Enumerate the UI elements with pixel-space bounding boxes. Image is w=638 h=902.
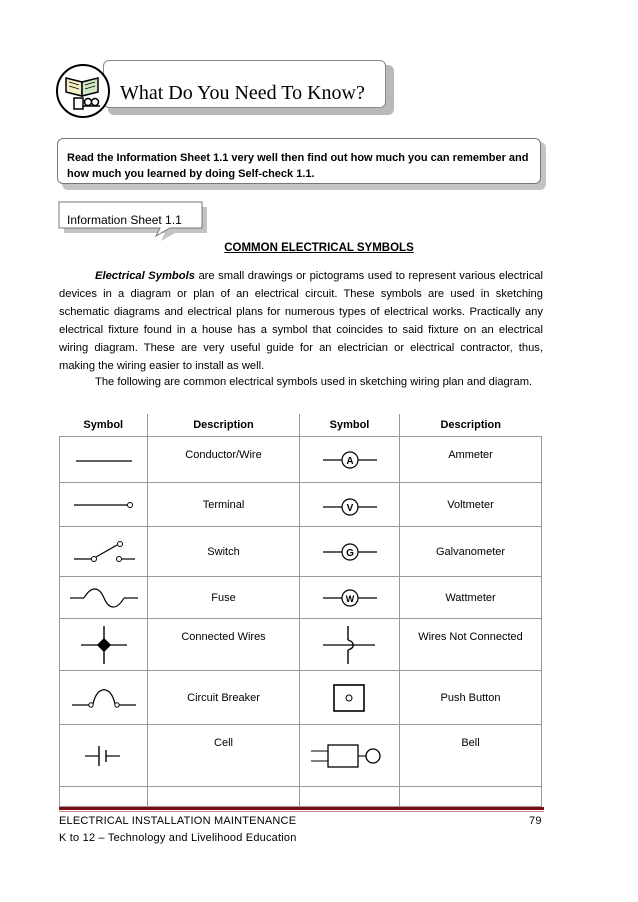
meter-letter: G (345, 547, 354, 559)
intro-term: Electrical Symbols (95, 270, 195, 282)
description-cell: Conductor/Wire (148, 437, 300, 483)
description-cell: Fuse (148, 577, 300, 619)
terminal-symbol (60, 483, 148, 527)
footer-program: K to 12 – Technology and Livelihood Education (59, 832, 297, 844)
intro-paragraph (59, 268, 543, 375)
description-cell: Cell (148, 725, 300, 787)
description-cell: Wires Not Connected (400, 619, 542, 671)
galvanometer-symbol (300, 527, 400, 577)
description-cell: Wattmeter (400, 577, 542, 619)
footer-course-title: ELECTRICAL INSTALLATION MAINTENANCE (59, 815, 297, 827)
bell-symbol (300, 725, 400, 787)
description-cell: Connected Wires (148, 619, 300, 671)
book-reader-icon (56, 64, 110, 118)
description-cell: Switch (148, 527, 300, 577)
table-header-row (60, 414, 542, 437)
description-cell: Voltmeter (400, 483, 542, 527)
description-cell: Galvanometer (400, 527, 542, 577)
ammeter-symbol (300, 437, 400, 483)
table-row (60, 725, 542, 787)
list-intro-text: The following are common electrical symbols used in sketching wiring plan and diagram. (95, 376, 533, 388)
push-button-symbol (300, 671, 400, 725)
cell-symbol (60, 725, 148, 787)
table-row (60, 437, 542, 483)
description-cell: Circuit Breaker (148, 671, 300, 725)
wires-not-connected-symbol (300, 619, 400, 671)
meter-letter: V (346, 502, 353, 514)
instruction-text: Read the Information Sheet 1.1 very well then find out how much you can remember and how much you learned by doing Self-check 1.1. (67, 152, 529, 180)
symbols-table (59, 414, 542, 807)
intro-text: are small drawings or pictograms used to represent various electrical devices in a diagram or plan of an electrical circuit. These symbols are used in sketching schematic diagrams and electrical plans for numerous types of electrical works. Practically any electrical fixture found in a house has a symbol that coincides to said fixture on an electrical wiring diagram. These are very useful guide for an electrician or electrical contractor, thus, making the wiring easier to install as well. (59, 270, 543, 372)
table-row (60, 619, 542, 671)
page-number: 79 (529, 815, 542, 827)
wattmeter-symbol (300, 577, 400, 619)
switch-symbol (60, 527, 148, 577)
description-cell: Terminal (148, 483, 300, 527)
description-cell: Push Button (400, 671, 542, 725)
list-intro-paragraph (59, 374, 543, 392)
voltmeter-symbol (300, 483, 400, 527)
header-symbol-1: Symbol (60, 414, 148, 437)
meter-letter: A (345, 455, 354, 467)
section-title: What Do You Need To Know? (120, 82, 365, 104)
header-symbol-2: Symbol (300, 414, 400, 437)
footer-divider (59, 807, 544, 810)
header-description-2: Description (400, 414, 542, 437)
connected-wires-symbol (60, 619, 148, 671)
header-description-1: Description (148, 414, 300, 437)
circuit-breaker-symbol (60, 671, 148, 725)
page-heading: COMMON ELECTRICAL SYMBOLS (224, 242, 414, 254)
table-row (60, 671, 542, 725)
table-row-empty (60, 787, 542, 807)
fuse-symbol (60, 577, 148, 619)
info-sheet-label: Information Sheet 1.1 (67, 213, 182, 227)
conductor-wire-symbol (60, 437, 148, 483)
table-row (60, 577, 542, 619)
meter-letter: W (345, 593, 354, 604)
description-cell: Ammeter (400, 437, 542, 483)
table-row (60, 527, 542, 577)
description-cell: Bell (400, 725, 542, 787)
table-row (60, 483, 542, 527)
footer-divider-thin (59, 811, 544, 812)
